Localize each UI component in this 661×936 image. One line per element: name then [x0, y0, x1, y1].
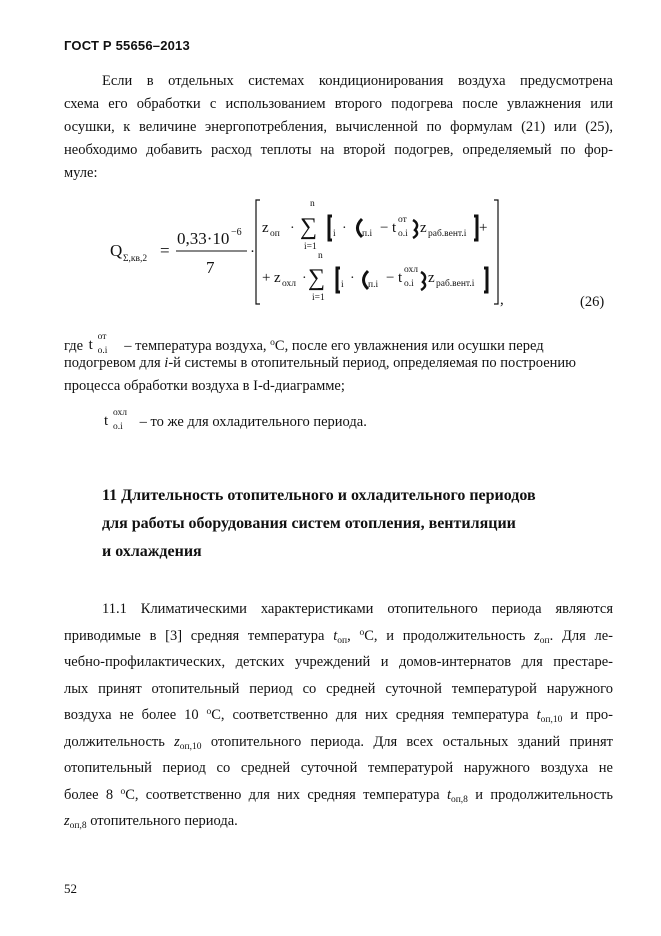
close-mark: [413, 220, 417, 238]
formula-comma: ,: [500, 292, 504, 308]
term2-z-sub: охл: [282, 279, 297, 289]
def1-text: – температура воздуха,: [124, 338, 271, 354]
t-in-sub-2: п.i: [368, 280, 379, 290]
t-out-2: t: [398, 270, 403, 286]
z-work: z: [420, 220, 427, 236]
def2-text: – то же для охладительного периода.: [139, 414, 367, 430]
t-out: t: [392, 220, 397, 236]
inner-bracket-2: [337, 268, 340, 292]
coef-numerator: 0,33·10: [177, 229, 230, 248]
t-out2-sup: охл: [404, 265, 419, 275]
standard-header: ГОСТ Р 55656–2013: [64, 38, 190, 53]
outer-bracket-right: [494, 200, 498, 304]
sum2-top: n: [318, 251, 323, 261]
paragraph-11-1: 11.1 Климатическими характеристиками отопительного периода являются приводимые в [3] средняя температура $t_{оп}$, $^o$С, и продолжительность $z_{оп}$. Для ле- чебно-профилактических, детских учреждений и домов-интернатов для престаре- лых принят отопительный период со средней суточной температурой наружного воздуха не более 10 $^o$С, соответственно для них средняя температура $t_{оп,10}$ и про- должительность $z_{оп,10}$ отопительного периода. Для всех остальных зданий принят отопительный период со средней суточной температурой наружного воздуха не более 8 $^o$С, соответственно для них средняя температура $t_{оп,8}$ и продолжительность $z_{оп,8}$ отопительного периода.: [64, 601, 614, 831]
sum2-sign: ∑: [308, 265, 326, 291]
formula-eq: =: [160, 241, 170, 260]
dot: ·: [290, 221, 295, 236]
dot: ·: [302, 271, 307, 286]
term2-z: z: [274, 270, 281, 286]
definitions-paragraph: где t от о.i – температура воздуха, $^o$С, после его увлажнения или осушки перед подогревом для i-й системы в отопительный период, определяемая по построению процесса обработки воздуха в I-d-диаграмме; t охл о.i – то же для охладительного периода.: [64, 326, 613, 434]
sum1-sign: ∑: [300, 214, 318, 240]
inner-bracket-close: [474, 216, 477, 240]
t-out-sup: от: [398, 215, 407, 225]
intro-line: Если в отдельных системах кондиционирования воздуха предусмотрена: [102, 73, 613, 89]
term1-z-sub: оп: [270, 229, 280, 239]
page-number: 52: [64, 881, 77, 896]
intro-line: муле:: [64, 165, 98, 181]
dot: ·: [342, 221, 347, 236]
close-mark-2: [421, 272, 425, 290]
inner-i-sub-2: i: [341, 280, 344, 290]
coef-exponent: −6: [231, 227, 242, 238]
inner-bracket: [329, 216, 332, 240]
inner-i-sub: i: [333, 229, 336, 239]
def2-symbol: t охл о.i: [104, 408, 128, 432]
t-in-sub: п.i: [362, 229, 373, 239]
sum2-bottom: i=1: [312, 293, 325, 303]
z-work-2: z: [428, 270, 435, 286]
plus-sign-2: +: [262, 270, 271, 286]
intro-line: схема его обработки с использованием второго подогрева после увлажнения или: [64, 96, 613, 112]
plus-sign: +: [479, 220, 488, 236]
section-heading: 11 Длительность отопительного и охладительного периодов для работы оборудования систем отопления, вентиляции и охлаждения: [102, 487, 536, 560]
coef-denominator: 7: [206, 258, 215, 277]
formula-26: [110, 194, 620, 314]
where-word: где: [64, 338, 84, 354]
multiply-dot: ·: [250, 244, 255, 260]
minus-sign-2: −: [386, 270, 395, 286]
intro-line: необходимо добавить расход теплоты на второй подогрев, определяемый по фор-: [64, 142, 613, 158]
intro-line: осушки, к величине энергопотребления, вычисленной по формулам (21) или (25),: [64, 119, 613, 135]
t-out-sub: о.i: [398, 229, 408, 239]
intro-paragraph: [64, 70, 613, 185]
sum1-bottom: i=1: [304, 242, 317, 252]
formula-lhs-sub: Σ,кв,2: [123, 254, 148, 264]
inner-bracket-close-2: [484, 268, 487, 292]
formula-lhs: Q: [110, 241, 123, 260]
dot: ·: [350, 271, 355, 286]
term1-z: z: [262, 220, 269, 236]
z-work-sub: раб.вент.i: [428, 229, 467, 239]
sum1-top: n: [310, 199, 315, 209]
minus-sign: −: [380, 220, 389, 236]
t-out2-sub: о.i: [404, 279, 414, 289]
formula-number: (26): [580, 294, 605, 310]
def1-symbol: t от о.i: [88, 332, 108, 356]
def1-text-end: процесса обработки воздуха в I-d-диаграмме;: [64, 378, 345, 394]
z-work-sub-2: раб.вент.i: [436, 279, 475, 289]
outer-bracket-left: [256, 200, 260, 304]
